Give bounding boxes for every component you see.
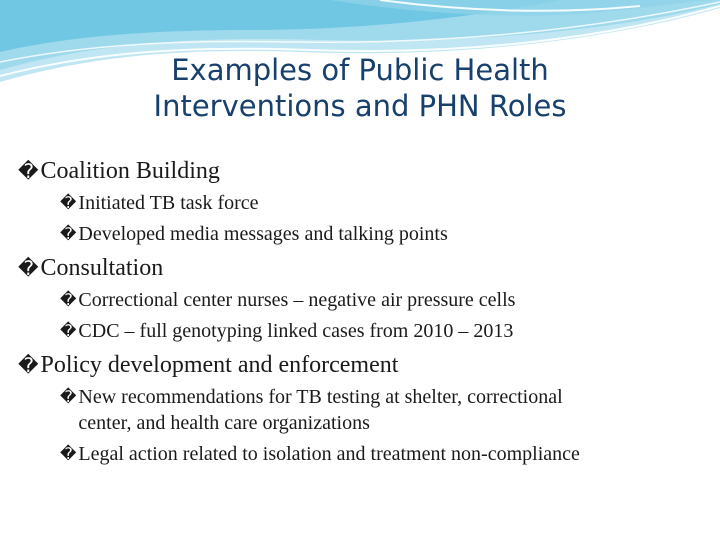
section-consultation <box>18 253 698 344</box>
sub-bullet-item <box>60 190 698 216</box>
sub-bullet-item <box>60 318 698 344</box>
section-heading <box>18 350 698 380</box>
section-coalition-building <box>18 156 698 247</box>
slide-title-line-2: Interventions and PHN Roles <box>153 89 567 123</box>
section-policy-development <box>18 350 698 467</box>
sub-bullet-text: CDC – full genotyping linked cases from 2010 – 2013 <box>78 320 514 342</box>
sub-bullet-list <box>60 287 698 344</box>
sub-bullet-item <box>60 441 620 467</box>
section-heading <box>18 156 698 186</box>
sub-bullet-list <box>60 190 698 247</box>
section-heading-text: Consultation <box>40 255 164 281</box>
bullet-icon: � <box>60 290 77 309</box>
bullet-icon: � <box>60 387 77 406</box>
slide-title <box>60 52 660 124</box>
sub-bullet-text: Developed media messages and talking points <box>78 223 448 245</box>
sub-bullet-item <box>60 287 698 313</box>
sub-bullet-text: Initiated TB task force <box>78 192 259 214</box>
bullet-icon: � <box>18 256 39 280</box>
slide-body <box>18 154 698 473</box>
bullet-icon: � <box>60 224 77 243</box>
bullet-icon: � <box>60 444 77 463</box>
sub-bullet-text: Legal action related to isolation and treatment non-compliance <box>78 443 580 465</box>
bullet-icon: � <box>60 321 77 340</box>
bullet-icon: � <box>60 193 77 212</box>
sub-bullet-item <box>60 384 620 436</box>
section-heading <box>18 253 698 283</box>
sub-bullet-text: Correctional center nurses – negative air pressure cells <box>78 289 516 311</box>
slide-title-line-1: Examples of Public Health <box>171 53 549 87</box>
bullet-icon: � <box>18 353 39 377</box>
bullet-icon: � <box>18 159 39 183</box>
sub-bullet-text: New recommendations for TB testing at shelter, correctional center, and health care organizations <box>78 386 563 434</box>
sub-bullet-item <box>60 221 698 247</box>
section-heading-text: Policy development and enforcement <box>40 352 399 378</box>
sub-bullet-list <box>60 384 620 467</box>
section-heading-text: Coalition Building <box>40 158 220 184</box>
